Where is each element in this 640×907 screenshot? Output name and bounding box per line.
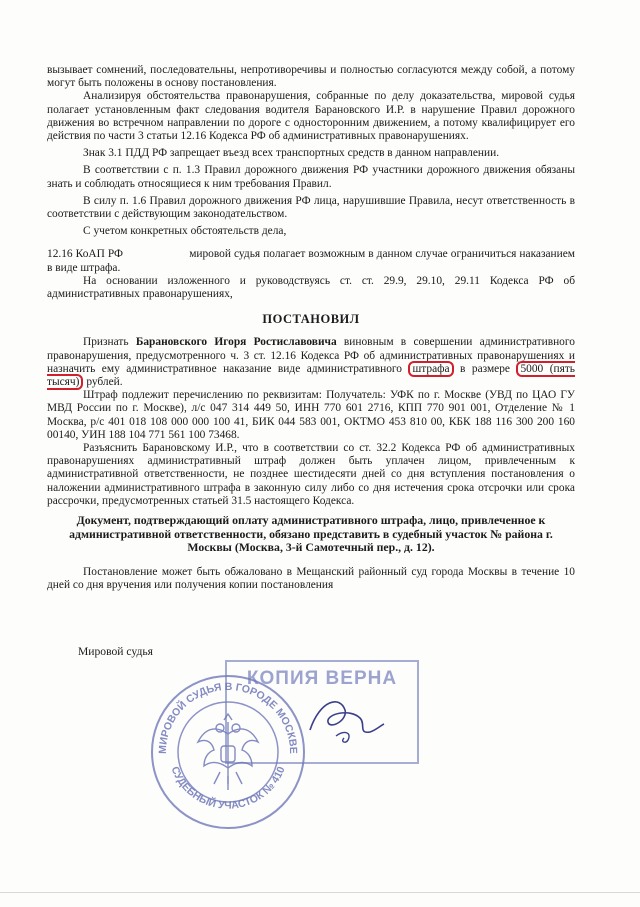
article-ref: 12.16 КоАП РФ xyxy=(47,248,124,261)
decision-middle: виновным в совершении административного правонарушения, предусмотренного ч. 3 ст. 12.16 Кодекса РФ об административных правонарушениях и назначить ему административное наказание виде административного xyxy=(47,336,575,375)
paragraph-continuation: вызывает сомнений, последовательны, непротиворечивы и полностью согласуются между собой, а потому могут быть положены в основу постановления. xyxy=(47,64,575,90)
paragraph-penalty xyxy=(47,248,575,274)
judge-signature xyxy=(300,690,390,750)
paragraph-rules-16: В силу п. 1.6 Правил дорожного движения РФ лица, нарушившие Правила, несут ответственность в соответствии с действующим законодательством. xyxy=(47,194,575,221)
penalty-text: мировой судья полагает возможным в данном случае ограничиться наказанием в виде штрафа. xyxy=(47,248,575,274)
paragraph-analysis: Анализируя обстоятельства правонарушения, собранные по делу доказательства, мировой судья полагает установленным факт следования водителя Барановского И.Р. в нарушение Правил дорожного движения во встречном направлении по дороге с односторонним движением, а потому квалифицирует его действия по части 3 статьи 12.16 Кодекса РФ об административных правонарушениях. xyxy=(47,90,575,143)
fine-word-highlight: штрафа xyxy=(408,361,453,377)
paragraph-sign: Знак 3.1 ПДД РФ запрещает въезд всех транспортных средств в данном направлении. xyxy=(83,147,500,160)
decision-prefix: Признать xyxy=(83,336,129,349)
paragraph-decision xyxy=(47,336,575,389)
paragraph-payment: Штраф подлежит перечислению по реквизитам: Получатель: УФК по г. Москве (УВД по ЦАО ГУ МВД России по г. Москве), л/с 047 314 449 50, ИНН 770 601 2716, КПП 770 901 001, Отделение № 1 Москва, р/с 401 018 108 000 000 100 41, БИК 044 583 001, ОКТМО 453 810 00, КБК 188 116 300 200 160 00140, УИН 188 104 771 561 100 73468. xyxy=(47,389,575,441)
seal-text-bottom: СУДЕБНЫЙ УЧАСТОК № 410 xyxy=(168,764,288,812)
paragraph-appeal: Постановление может быть обжаловано в Мещанский районный суд города Москвы в течение 10 дней со дня вручения или получения копии постановления xyxy=(47,566,575,592)
page-edge-line xyxy=(0,892,640,893)
paragraph-payment-proof: Документ, подтверждающий оплату административного штрафа, лицо, привлеченное к административной ответственности, обязано представить в судебный участок № района г. Москвы (Москва, 3-й Самотечный пер., д. 12). xyxy=(69,513,553,554)
eagle-emblem-icon xyxy=(198,714,258,790)
paragraph-circumstances: С учетом конкретных обстоятельств дела, xyxy=(83,225,287,238)
offender-name: Барановского Игоря Ростиславовича xyxy=(135,336,337,349)
copy-stamp-label: КОПИЯ ВЕРНА xyxy=(246,668,398,689)
fine-amount-highlight: 5000 (пять тысяч) xyxy=(47,362,575,389)
paragraph-rules-13: В соответствии с п. 1.3 Правил дорожного движения РФ участники дорожного движения обязаны знать и соблюдать относящиеся к ним требования Правил. xyxy=(47,164,575,190)
seal-text-top: МИРОВОЙ СУДЬЯ В ГОРОДЕ МОСКВЕ xyxy=(156,680,300,755)
currency: рублей. xyxy=(86,376,123,389)
document-body xyxy=(47,64,575,593)
paragraph-basis: На основании изложенного и руководствуясь ст. ст. 29.9, 29.10, 29.11 Кодекса РФ об административных правонарушениях, xyxy=(47,274,575,301)
paragraph-explanation: Разъяснить Барановскому И.Р., что в соответствии со ст. 32.2 Кодекса РФ об административных правонарушениях административный штраф должен быть уплачен лицом, привлеченным к административной ответственности, не позднее шестидесяти дней со дня вступления постановления о наложении административного штрафа в законную силу либо со дня истечения срока отсрочки или срока рассрочки, предусмотренных статьей 31.5 настоящего Кодекса. xyxy=(47,442,575,507)
decision-title: ПОСТАНОВИЛ xyxy=(262,312,360,327)
in-amount: в размере xyxy=(460,362,510,375)
judge-label: Мировой судья xyxy=(78,645,153,658)
court-seal xyxy=(148,672,308,832)
